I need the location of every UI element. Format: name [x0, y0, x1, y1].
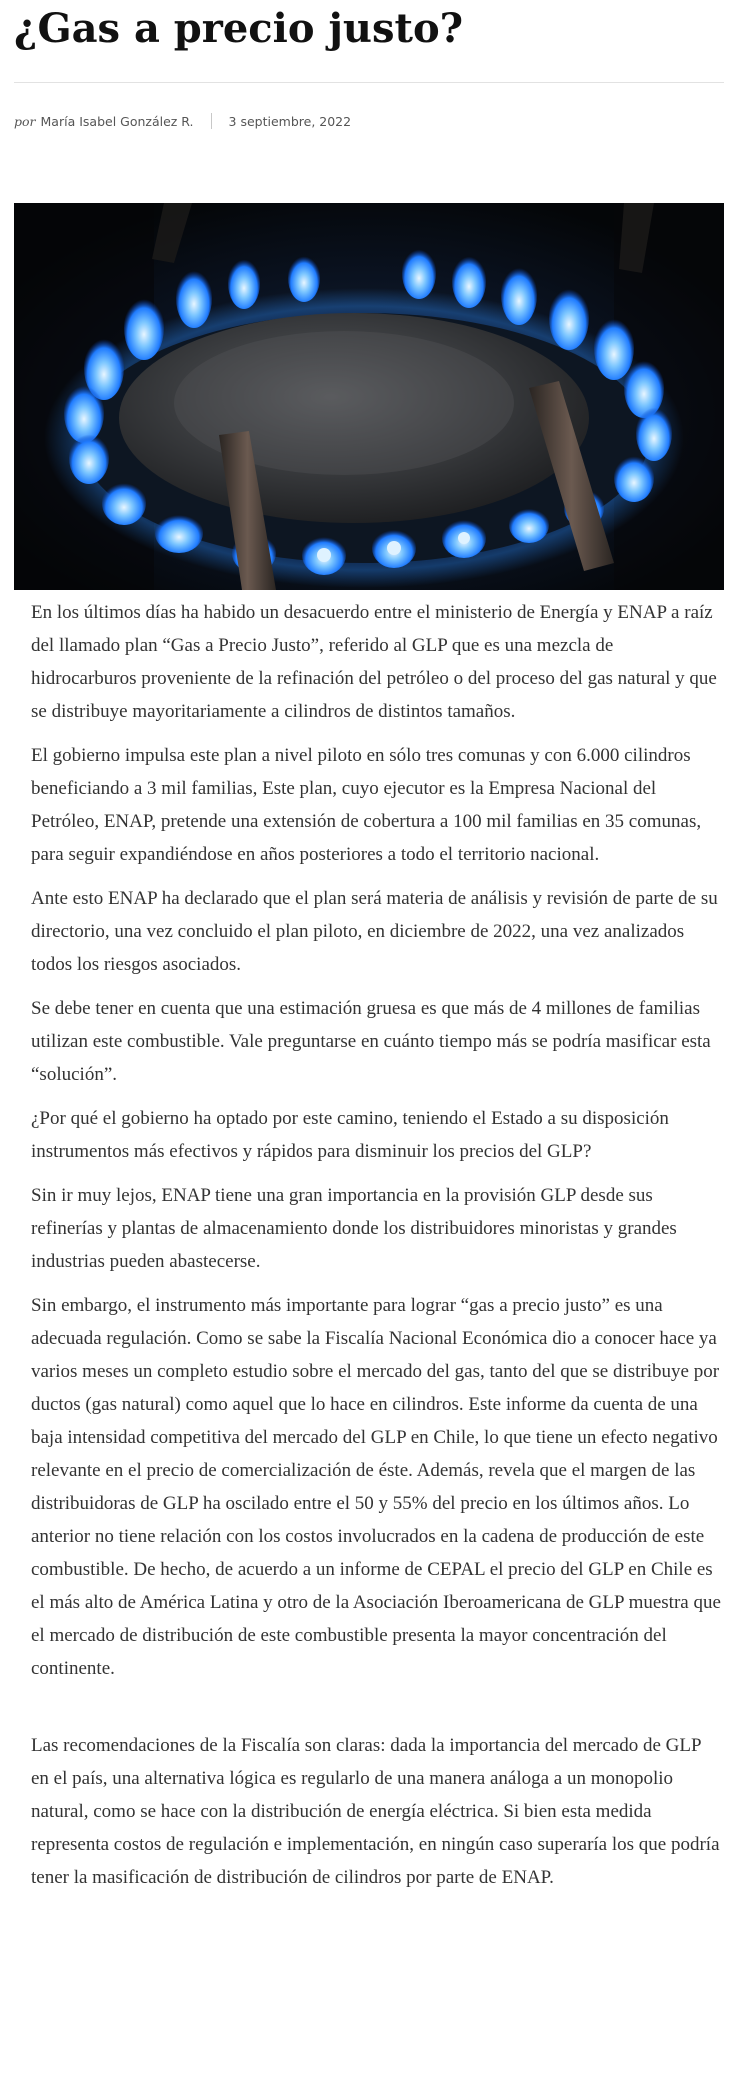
paragraph: En los últimos días ha habido un desacuerdo entre el ministerio de Energía y ENAP a raíz del llamado plan “Gas a Precio Justo”, referido al GLP que es una mezcla de hidrocarburos proveniente de la refinación del petróleo o del proceso del gas natural y que se distribuye mayoritariamente a cilindros de distintos tamaños.	[31, 602, 717, 722]
byline	[14, 110, 351, 132]
paragraph: Ante esto ENAP ha declarado que el plan será materia de análisis y revisión de parte de su directorio, una vez concluido el plan piloto, en diciembre de 2022, una vez analizados todos los riesgos asociados.	[31, 888, 718, 975]
gas-burner-illustration	[14, 203, 724, 590]
author-link[interactable]: María Isabel González R.	[40, 113, 194, 129]
paragraph: Las recomendaciones de la Fiscalía son claras: dada la importancia del mercado de GLP en el país, una alternativa lógica es regularlo de una manera análoga a un monopolio natural, como se hace con la distribución de energía eléctrica. Si bien esta medida representa costos de regulación e implementación, en ningún caso superaría los que podría tener la masificación de distribución de cilindros por parte de ENAP.	[31, 1735, 720, 1888]
paragraph: Sin ir muy lejos, ENAP tiene una gran importancia en la provisión GLP desde sus refinerías y plantas de almacenamiento donde los distribuidores minoristas y grandes industrias pueden abastecerse.	[31, 1185, 677, 1272]
paragraph: Sin embargo, el instrumento más importante para lograr “gas a precio justo” es una adecuada regulación. Como se sabe la Fiscalía Nacional Económica dio a conocer hace ya varios meses un completo estudio sobre el mercado del gas, tanto del que se distribuye por ductos (gas natural) como aquel que lo hace en cilindros. Este informe da cuenta de una baja intensidad competitiva del mercado del GLP en Chile, lo que tiene un efecto negativo relevante en el precio de comercialización de éste. Además, revela que el margen de las distribuidoras de GLP ha oscilado entre el 50 y 55% del precio en los últimos años. Lo anterior no tiene relación con los costos involucrados en la cadena de producción de este combustible. De hecho, de acuerdo a un informe de CEPAL el precio del GLP en Chile es el más alto de América Latina y otro de la Asociación Iberoamericana de GLP muestra que el mercado de distribución de este combustible presenta la mayor concentración del continente.	[31, 1295, 721, 1679]
byline-prefix: por	[14, 113, 36, 129]
article-title: ¿Gas a precio justo?	[14, 5, 464, 52]
paragraph: El gobierno impulsa este plan a nivel piloto en sólo tres comunas y con 6.000 cilindros beneficiando a 3 mil familias, Este plan, cuyo ejecutor es la Empresa Nacional del Petróleo, ENAP, pretende una extensión de cobertura a 100 mil familias en 35 comunas, para seguir expandiéndose en años posteriores a todo el territorio nacional.	[31, 745, 702, 865]
paragraph: Se debe tener en cuenta que una estimación gruesa es que más de 4 millones de familias utilizan este combustible. Vale preguntarse en cuánto tiempo más se podría masificar esta “solución”.	[31, 998, 711, 1085]
paragraph: ¿Por qué el gobierno ha optado por este camino, teniendo el Estado a su disposición instrumentos más efectivos y rápidos para disminuir los precios del GLP?	[31, 1108, 669, 1162]
publish-date: 3 septiembre, 2022	[228, 113, 352, 129]
byline-separator	[211, 113, 212, 129]
hero-image-gas-burner	[14, 203, 724, 590]
article-body	[31, 596, 721, 1905]
title-divider	[14, 82, 724, 83]
